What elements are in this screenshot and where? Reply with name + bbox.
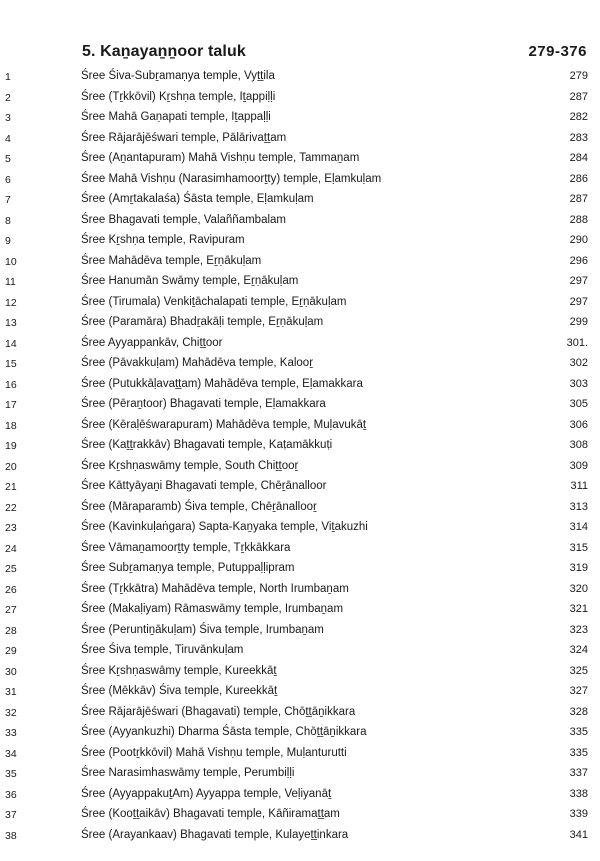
entry-number: 4 (5, 132, 11, 145)
list-item (0, 579, 600, 600)
entry-title: Śree Bhagavati temple, Valaññambalam (81, 213, 286, 226)
section-header (0, 40, 600, 66)
entry-page-number: 284 (569, 152, 588, 164)
entry-page-number: 314 (569, 521, 588, 533)
list-item (0, 251, 600, 272)
list-item (0, 784, 600, 805)
entry-number: 26 (5, 583, 17, 596)
entry-page-number: 308 (569, 439, 588, 451)
list-item (0, 702, 600, 723)
entry-page-number: 320 (569, 582, 588, 595)
entry-number: 8 (5, 214, 11, 227)
list-item (0, 599, 600, 620)
entry-title: Śree (Peruntiṉākuḷam) Śiva temple, Irumbaṉam (81, 623, 324, 636)
entry-title: Śree Narasimhaswāmy temple, Perumbiḷḷi (81, 767, 295, 779)
entry-title: Śree Ayyappankāv, Chiṯṯoor (81, 336, 223, 349)
entry-number: 21 (5, 481, 17, 493)
entry-page-number: 287 (569, 90, 588, 103)
list-item (0, 394, 600, 415)
list-item (0, 128, 600, 149)
entry-page-number: 327 (569, 685, 588, 697)
entry-number: 30 (5, 665, 17, 678)
entry-title: Śree (Ayyankuzhi) Dharma Śāsta temple, Chōṯṯāṉikkara (81, 726, 367, 738)
list-item (0, 722, 600, 743)
entry-number: 2 (5, 91, 11, 104)
entry-title: Śree Rājarājēśwari temple, Pālārivaṯṯam (81, 131, 287, 144)
entry-page-number: 290 (569, 234, 588, 246)
list-item (0, 415, 600, 436)
entry-number: 11 (5, 276, 16, 288)
entry-title: Śree Kṟshṇa temple, Ravipuram (81, 234, 245, 246)
entry-number: 27 (5, 604, 17, 616)
entry-page-number: 306 (569, 418, 588, 431)
entry-number: 12 (5, 296, 17, 309)
list-item (0, 497, 600, 518)
entry-title: Śree (Aṉantapuram) Mahā Vishṇu temple, Tammaṉam (81, 152, 360, 164)
entry-number: 29 (5, 645, 17, 657)
entry-title: Śree Vāmaṉamoorṯty temple, Tṟkkākkara (81, 541, 291, 554)
entry-title: Śree Mahā Gaṇapati temple, Iṯappaḷḷi (81, 111, 271, 123)
entry-page-number: 287 (569, 193, 588, 205)
list-item (0, 353, 600, 374)
entry-number: 25 (5, 563, 17, 575)
entry-page-number: 339 (569, 808, 588, 820)
entry-number: 3 (5, 112, 11, 124)
entry-title: Śree (Arayankaav) Bhagavati temple, Kulayeṯṯinkara (81, 828, 349, 841)
list-item (0, 312, 600, 333)
entry-number: 15 (5, 358, 17, 370)
entry-title: Śree Mahā Vishṇu (Narasimhamoorṯty) temple, Eḷamkuḷam (81, 172, 382, 185)
list-item (0, 681, 600, 702)
list-item (0, 87, 600, 108)
temple-list (0, 66, 600, 845)
entry-number: 37 (5, 809, 17, 821)
entry-number: 32 (5, 706, 17, 719)
entry-page-number: 311 (570, 480, 588, 492)
list-item (0, 456, 600, 477)
entry-number: 10 (5, 255, 17, 268)
entry-number: 17 (5, 399, 17, 411)
entry-page-number: 321 (569, 603, 588, 615)
list-item (0, 333, 600, 354)
entry-number: 23 (5, 522, 17, 534)
entry-page-number: 319 (569, 562, 588, 574)
entry-number: 19 (5, 440, 17, 452)
entry-title: Śree (Kooṯṯaikāv) Bhagavati temple, Kāñiramaṯṯam (81, 808, 340, 820)
section-title: 5. Kaṉayaṉṉoor taluk (82, 43, 246, 60)
list-item (0, 763, 600, 784)
entry-number: 16 (5, 378, 17, 391)
entry-number: 36 (5, 788, 17, 801)
entry-number: 13 (5, 317, 17, 329)
list-item (0, 169, 600, 190)
entry-title: Śree Kāttyāyaṉi Bhagavati temple, Chēṟānalloor (81, 480, 327, 492)
entry-number: 28 (5, 624, 17, 637)
list-item (0, 538, 600, 559)
entry-title: Śree (Amṟtakalaśa) Śāsta temple, Eḷamkuḷam (81, 193, 314, 205)
entry-page-number: 341 (569, 828, 588, 841)
entry-number: 24 (5, 542, 17, 555)
list-item (0, 210, 600, 231)
entry-page-number: 315 (569, 541, 588, 554)
entry-title: Śree (Kaṯṯrakkāv) Bhagavati temple, Kaṭamākkuṭi (81, 439, 333, 451)
list-item (0, 271, 600, 292)
entry-title: Śree (Kavinkuḷaṅgara) Sapta-Kaṉyaka temple, Viṯakuzhi (81, 521, 368, 533)
entry-page-number: 302 (569, 357, 588, 369)
entry-page-number: 325 (569, 664, 588, 677)
entry-number: 33 (5, 727, 17, 739)
entry-title: Śree Subṟamaṇya temple, Putuppaḷḷipram (81, 562, 295, 574)
list-item (0, 620, 600, 641)
list-item (0, 517, 600, 538)
entry-page-number: 297 (569, 295, 588, 308)
entry-page-number: 335 (569, 746, 588, 759)
entry-title: Śree Śiva-Subṟamaṇya temple, Vyṯṯila (81, 70, 275, 82)
list-item (0, 804, 600, 825)
list-item (0, 558, 600, 579)
entry-title: Śree (Tirumala) Venkiṯāchalapati temple, Eṟṇākuḷam (81, 295, 347, 308)
entry-page-number: 338 (569, 787, 588, 800)
entry-number: 22 (5, 501, 17, 514)
entry-page-number: 297 (569, 275, 588, 287)
list-item (0, 640, 600, 661)
entry-page-number: 313 (569, 500, 588, 513)
entry-number: 7 (5, 194, 11, 206)
list-item (0, 661, 600, 682)
entry-title: Śree Rājarājēśwari (Bhagavati) temple, Chōṯṯāṉikkara (81, 705, 356, 718)
entry-page-number: 335 (569, 726, 588, 738)
entry-title: Śree (Mēkkāv) Śiva temple, Kureekkāṯ (81, 685, 278, 697)
entry-page-number: 288 (569, 213, 588, 226)
section-page-range: 279-376 (528, 43, 587, 60)
list-item (0, 825, 600, 846)
entry-page-number: 328 (569, 705, 588, 718)
entry-number: 31 (5, 686, 17, 698)
entry-number: 38 (5, 829, 17, 842)
entry-page-number: 303 (569, 377, 588, 390)
entry-page-number: 305 (569, 398, 588, 410)
list-item (0, 189, 600, 210)
entry-title: Śree Hanumān Swāmy temple, Eṟṇākuḷam (81, 275, 299, 287)
entry-title: Śree (Māraparamb) Śiva temple, Chēṟānallooṟ (81, 500, 317, 513)
entry-title: Śree (Paramāra) Bhadṟakāḷi temple, Eṟṇākuḷam (81, 316, 324, 328)
entry-title: Śree Śiva temple, Tiruvānkuḷam (81, 644, 244, 656)
list-item (0, 374, 600, 395)
entry-title: Śree (Makaḷiyam) Rāmaswāmy temple, Irumbaṉam (81, 603, 344, 615)
entry-title: Śree Kṟshṇaswāmy temple, South Chiṯṯooṟ (81, 459, 299, 472)
entry-number: 34 (5, 747, 17, 760)
entry-page-number: 283 (569, 131, 588, 144)
entry-number: 5 (5, 153, 11, 165)
entry-page-number: 324 (569, 644, 588, 656)
list-item (0, 743, 600, 764)
entry-page-number: 299 (569, 316, 588, 328)
entry-number: 20 (5, 460, 17, 473)
entry-title: Śree (Putukkāḷavaṯṯam) Mahādēva temple, Eḷamakkara (81, 377, 363, 390)
entry-title: Śree (Tṟkkōvil) Kṟshṇa temple, Iṯappiḷḷi (81, 90, 276, 103)
entry-page-number: 286 (569, 172, 588, 185)
list-item (0, 435, 600, 456)
entry-page-number: 282 (569, 111, 588, 123)
entry-page-number: 301. (566, 336, 588, 349)
entry-title: Śree (Pootṟkkōvil) Mahā Vishṇu temple, Muḷanturutti (81, 746, 347, 759)
entry-page-number: 309 (569, 459, 588, 472)
entry-number: 9 (5, 235, 11, 247)
entry-page-number: 337 (569, 767, 588, 779)
entry-title: Śree (Kēraḷēśwarapuram) Mahādēva temple, Muḷavukāṯ (81, 418, 367, 431)
list-item (0, 292, 600, 313)
entry-title: Śree Kṟshṇaswāmy temple, Kureekkāṯ (81, 664, 277, 677)
entry-number: 6 (5, 173, 11, 186)
entry-number: 1 (5, 71, 11, 83)
entry-page-number: 296 (569, 254, 588, 267)
entry-page-number: 323 (569, 623, 588, 636)
entry-title: Śree (Pāvakkuḷam) Mahādēva temple, Kalooṟ (81, 357, 314, 369)
entry-title: Śree Mahādēva temple, Eṟṇākuḷam (81, 254, 262, 267)
entry-number: 14 (5, 337, 17, 350)
entry-number: 18 (5, 419, 17, 432)
list-item (0, 230, 600, 251)
entry-title: Śree (Pēraṉtoor) Bhagavati temple, Eḷamakkara (81, 398, 326, 410)
list-item (0, 66, 600, 87)
entry-number: 35 (5, 768, 17, 780)
entry-title: Śree (Tṟkkātra) Mahādēva temple, North Irumbaṉam (81, 582, 349, 595)
list-item (0, 148, 600, 169)
entry-page-number: 279 (569, 70, 588, 82)
list-item (0, 476, 600, 497)
entry-title: Śree (AyyappakuṯAm) Ayyappa temple, Veḷiyanāṯ (81, 787, 332, 800)
list-item (0, 107, 600, 128)
